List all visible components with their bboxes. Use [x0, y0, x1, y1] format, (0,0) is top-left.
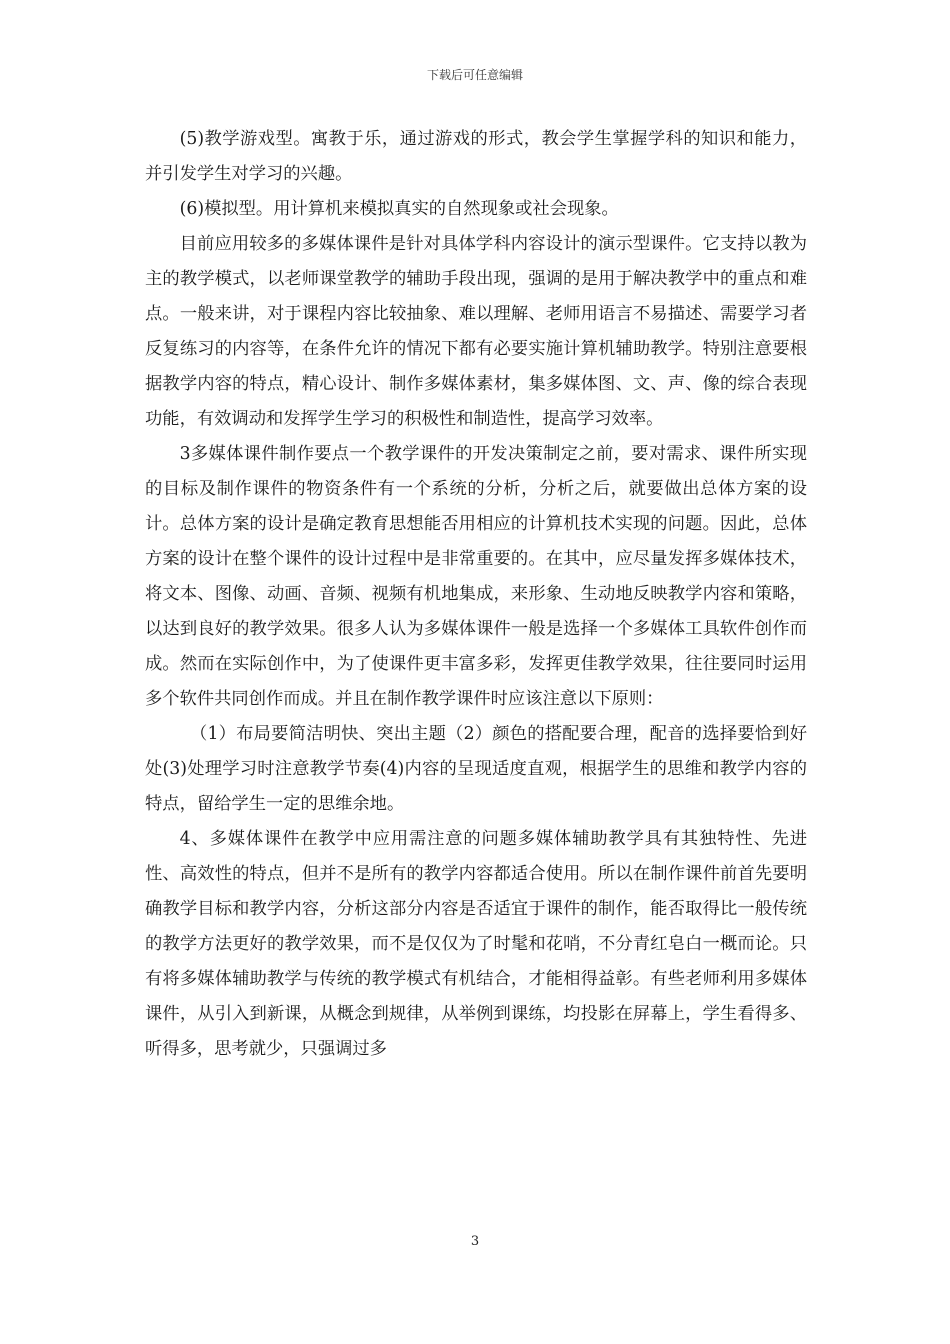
paragraph-demo-courseware: 目前应用较多的多媒体课件是针对具体学科内容设计的演示型课件。它支持以教为主的教学模式，以老师课堂教学的辅助手段出现，强调的是用于解决教学中的重点和难点。一般来讲，对于课程内容比较抽象、难以理解、老师用语言不易描述、需要学习者反复练习的内容等，在条件允许的情况下都有必要实施计算机辅助教学。特别注意要根据教学内容的特点，精心设计、制作多媒体素材，集多媒体图、文、声、像的综合表现功能，有效调动和发挥学生学习的积极性和制造性，提高学习效率。	[145, 234, 807, 429]
paragraph-application-issues: 4、多媒体课件在教学中应用需注意的问题多媒体辅助教学具有其独特性、先进性、高效性的特点，但并不是所有的教学内容都适合使用。所以在制作课件前首先要明确教学目标和教学内容，分析这部分内容是否适宜于课件的制作，能否取得比一般传统的教学方法更好的教学效果，而不是仅仅为了时髦和花哨，不分青红皂白一概而论。只有将多媒体辅助教学与传统的教学模式有机结合，才能相得益彰。有些老师利用多媒体课件，从引入到新课，从概念到规律，从举例到课练，均投影在屏幕上，学生看得多、听得多，思考就少，只强调过多	[145, 829, 807, 1059]
paragraph-courseware-production-points: 3多媒体课件制作要点一个教学课件的开发决策制定之前，要对需求、课件所实现的目标及制作课件的物资条件有一个系统的分析，分析之后，就要做出总体方案的设计。总体方案的设计是确定教育思想能否用相应的计算机技术实现的问题。因此，总体方案的设计在整个课件的设计过程中是非常重要的。在其中，应尽量发挥多媒体技术，将文本、图像、动画、音频、视频有机地集成，来形象、生动地反映教学内容和策略，以达到良好的教学效果。很多人认为多媒体课件一般是选择一个多媒体工具软件创作而成。然而在实际创作中，为了使课件更丰富多彩，发挥更佳教学效果，往往要同时运用多个软件共同创作而成。并且在制作教学课件时应该注意以下原则：	[145, 444, 807, 709]
paragraph-simulation-type: (6)模拟型。用计算机来模拟真实的自然现象或社会现象。	[179, 199, 619, 219]
paragraph-teaching-game-type: (5)教学游戏型。寓教于乐，通过游戏的形式，教会学生掌握学科的知识和能力，并引发学生对学习的兴趣。	[145, 129, 807, 184]
page-number: 3	[470, 1234, 480, 1249]
page-header: 下载后可任意编辑	[426, 68, 523, 82]
paragraph-design-principles: （1）布局要简洁明快、突出主题（2）颜色的搭配要合理，配音的选择要恰到好处(3)处理学习时注意教学节奏(4)内容的呈现适度直观，根据学生的思维和教学内容的特点，留给学生一定的思维余地。	[145, 724, 807, 814]
document-body	[145, 122, 807, 1067]
